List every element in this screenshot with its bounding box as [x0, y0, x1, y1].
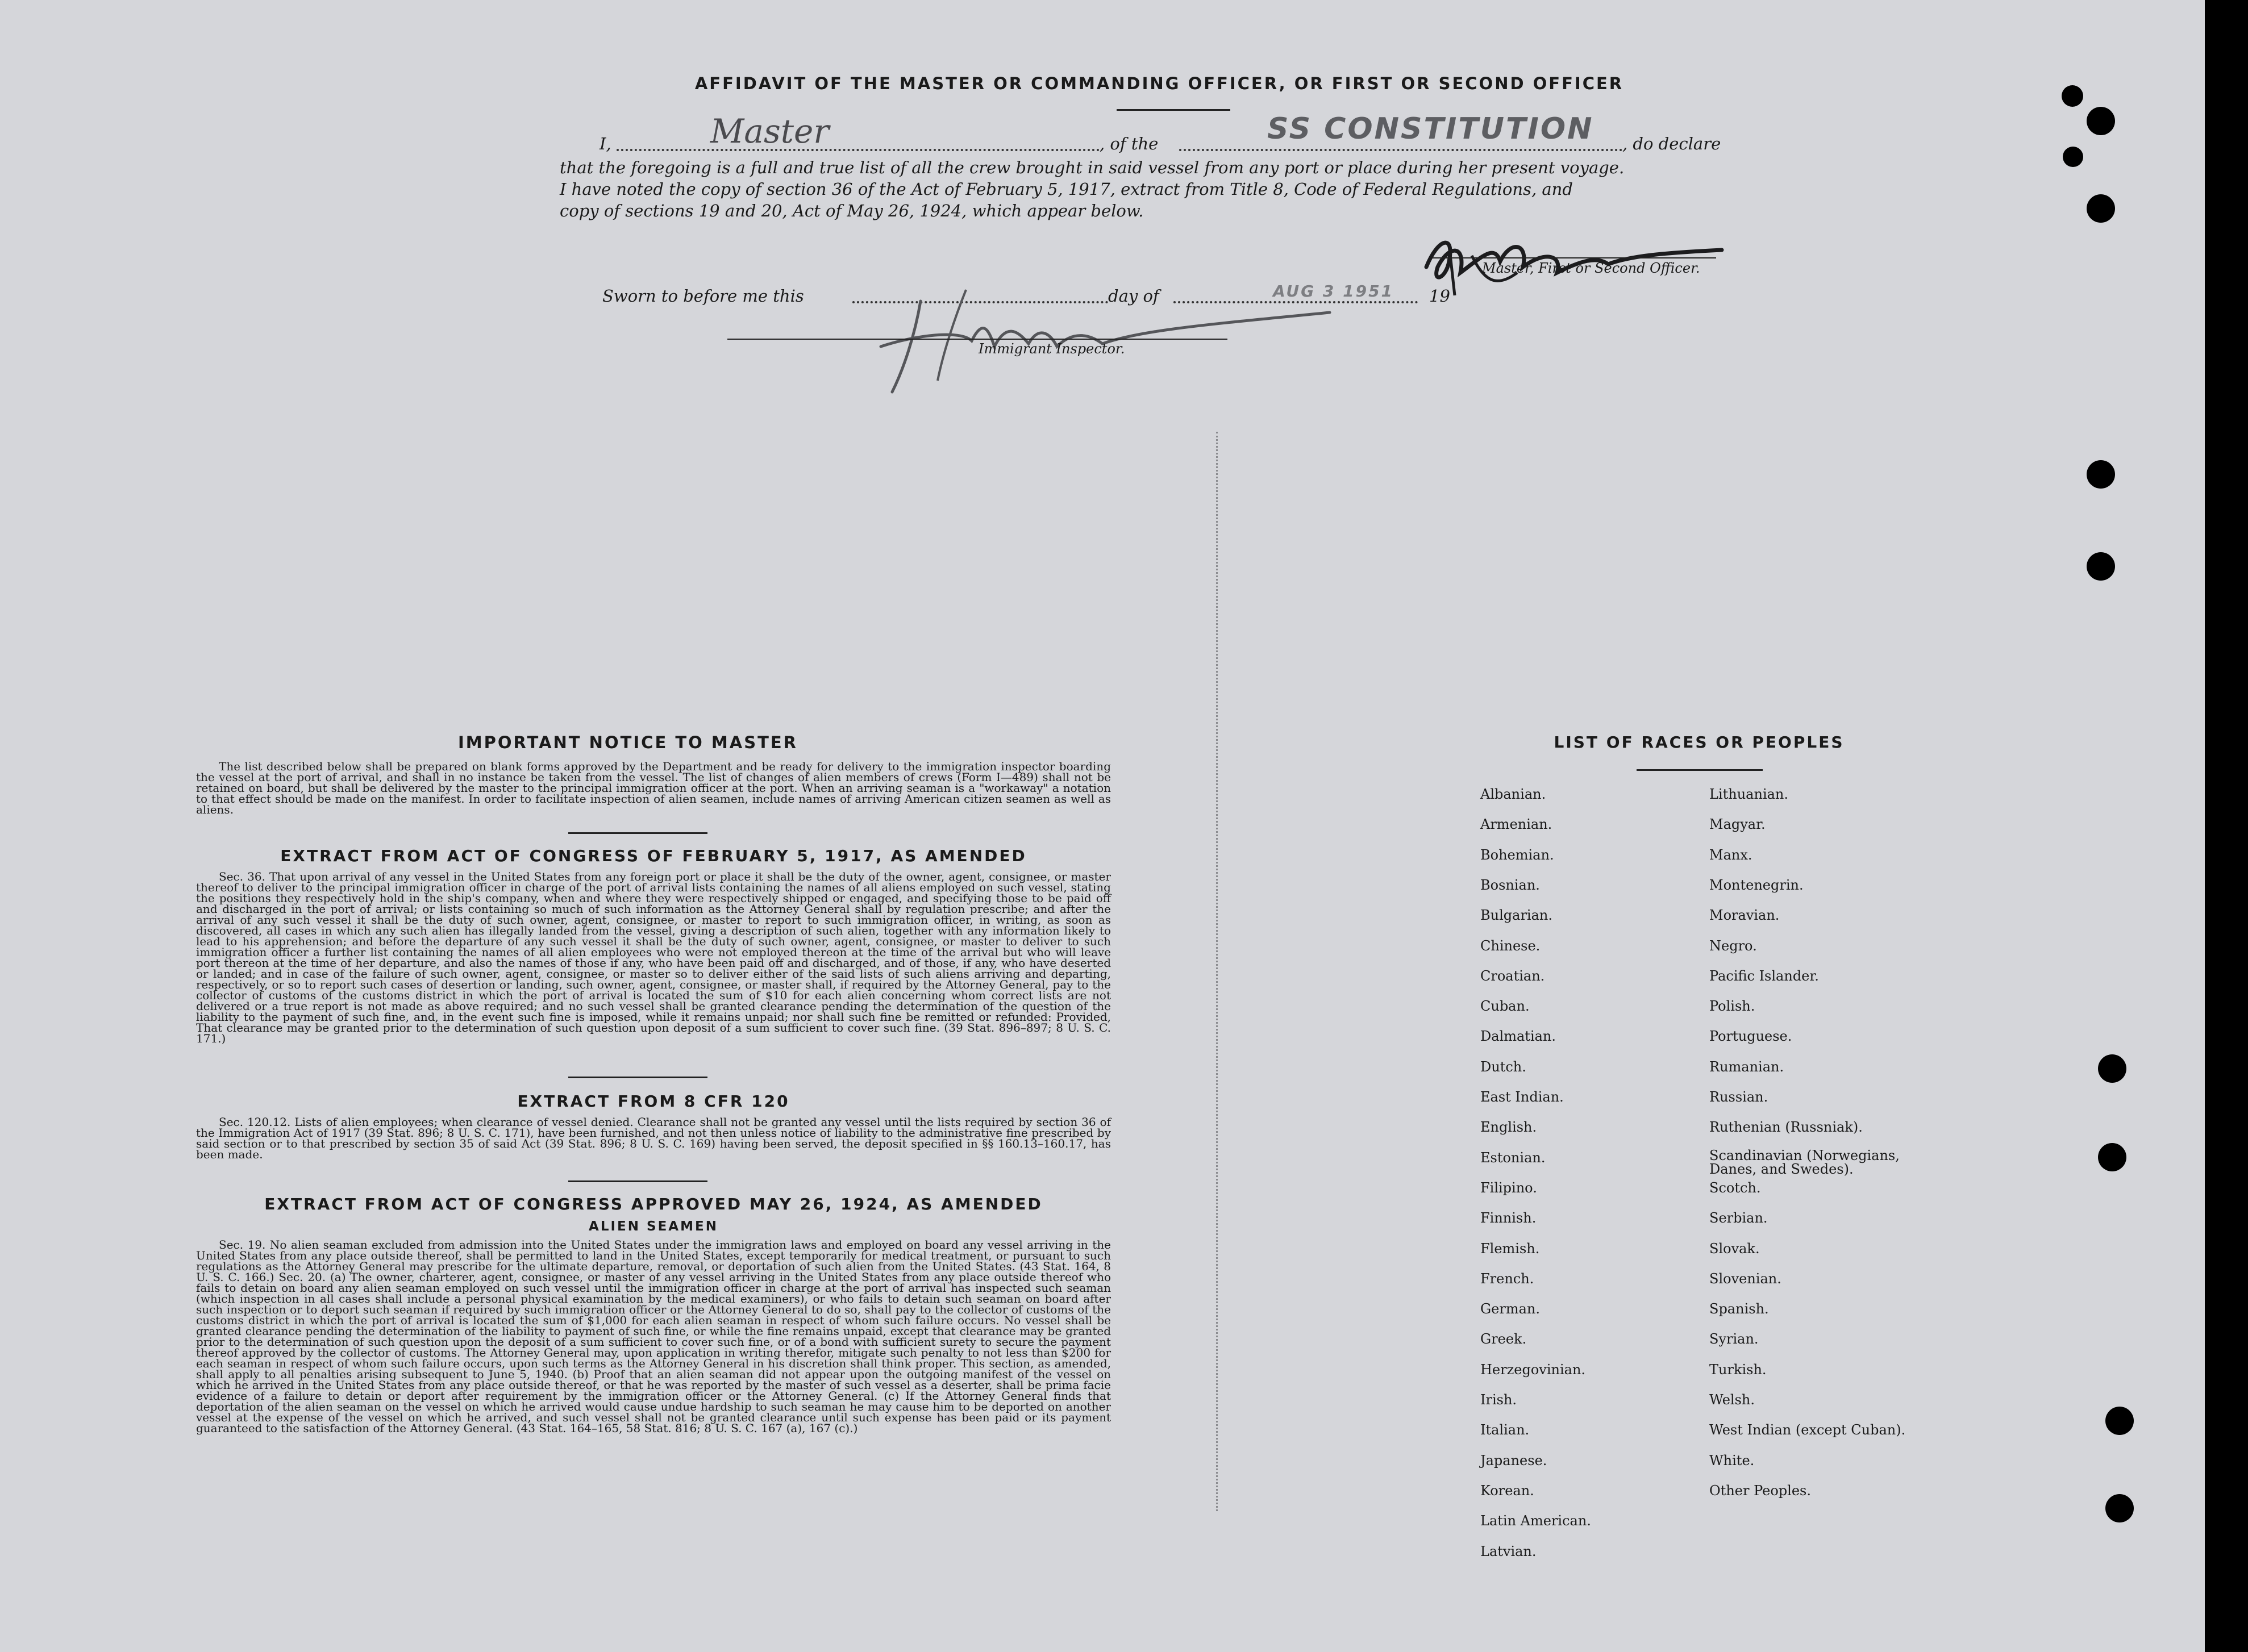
extract-cfr-title: EXTRACT FROM 8 CFR 120 — [517, 1092, 790, 1111]
race-item: Italian. — [1480, 1422, 1530, 1438]
race-item: Ruthenian (Russniak). — [1709, 1119, 1863, 1136]
inspector-title-label: Immigrant Inspector. — [979, 341, 1125, 357]
punch-hole — [2098, 1143, 2126, 1171]
race-item: Rumanian. — [1709, 1058, 1784, 1075]
name-dotted-line — [617, 149, 1100, 151]
date-stamp: AUG 3 1951 — [1273, 282, 1394, 301]
do-declare-label: , do declare — [1622, 134, 1721, 153]
extract-1917-divider — [568, 1077, 707, 1078]
notice-title: IMPORTANT NOTICE TO MASTER — [457, 733, 798, 752]
races-right-column — [1709, 786, 2028, 1570]
race-item: Spanish. — [1709, 1301, 1769, 1317]
race-item: Lithuanian. — [1709, 786, 1789, 802]
sworn-label: Sworn to before me this — [602, 286, 804, 306]
race-item: Scandinavian (Norwegians, Danes, and Swedes). — [1709, 1147, 1900, 1177]
center-dot-marks — [1216, 432, 1222, 1511]
race-item: Welsh. — [1709, 1392, 1755, 1408]
punch-hole — [2087, 194, 2115, 223]
punch-hole — [2098, 1054, 2126, 1083]
race-item: Turkish. — [1709, 1361, 1767, 1378]
affidavit-line-1 — [560, 112, 1753, 157]
inspector-signature — [847, 267, 1335, 403]
race-item: Syrian. — [1709, 1331, 1759, 1348]
punch-hole — [2105, 1494, 2134, 1522]
handwritten-master: Master — [710, 112, 830, 151]
race-item: Portuguese. — [1709, 1028, 1792, 1045]
race-item: Negro. — [1709, 937, 1757, 954]
officer-signature-rule — [1432, 257, 1716, 258]
race-item: Serbian. — [1709, 1210, 1768, 1227]
race-item: Russian. — [1709, 1089, 1768, 1105]
vessel-name-stamp: SS CONSTITUTION — [1267, 112, 1594, 146]
race-item: Moravian. — [1709, 907, 1780, 924]
race-item: English. — [1480, 1119, 1537, 1136]
vessel-dotted-line — [1179, 149, 1622, 151]
race-item: Korean. — [1480, 1482, 1534, 1499]
punch-hole — [2087, 460, 2115, 489]
extract-cfr-divider — [568, 1180, 707, 1182]
race-item: Bohemian. — [1480, 846, 1554, 863]
race-item: Bulgarian. — [1480, 907, 1552, 924]
affidavit-line-3: I have noted the copy of section 36 of the Act of February 5, 1917, extract from Title 8, Code of Federal Regulations, and — [560, 180, 1573, 199]
extract-1924-subtitle: ALIEN SEAMEN — [589, 1219, 718, 1234]
affidavit-title: AFFIDAVIT OF THE MASTER OR COMMANDING OFFICER, OR FIRST OR SECOND OFFICER — [694, 74, 1624, 93]
race-item: Dalmatian. — [1480, 1028, 1556, 1045]
inspector-signature-rule — [727, 339, 1227, 340]
race-item: Latvian. — [1480, 1543, 1537, 1559]
races-title-rule — [1637, 769, 1763, 771]
race-item: Slovenian. — [1709, 1270, 1781, 1287]
year-prefix: 19 — [1429, 286, 1450, 306]
extract-1924-title: EXTRACT FROM ACT OF CONGRESS APPROVED MAY 26, 1924, AS AMENDED — [264, 1195, 1043, 1213]
race-item: Croatian. — [1480, 967, 1545, 984]
affidavit-line-4: copy of sections 19 and 20, Act of May 26, 1924, which appear below. — [560, 201, 1144, 220]
race-item: Pacific Islander. — [1709, 967, 1819, 984]
race-item: Dutch. — [1480, 1058, 1526, 1075]
notice-divider — [568, 832, 707, 834]
race-item: Bosnian. — [1480, 877, 1540, 893]
of-the-label: , of the — [1100, 134, 1159, 153]
race-item: Irish. — [1480, 1392, 1517, 1408]
punch-hole — [2087, 552, 2115, 581]
race-item: Herzegovinian. — [1480, 1361, 1586, 1378]
race-item: Montenegrin. — [1709, 877, 1804, 893]
race-item: Armenian. — [1480, 816, 1552, 833]
race-item: Estonian. — [1480, 1149, 1546, 1166]
race-item: East Indian. — [1480, 1089, 1564, 1105]
race-item: Flemish. — [1480, 1240, 1540, 1257]
race-item: Filipino. — [1480, 1179, 1537, 1196]
punch-hole — [2062, 85, 2083, 107]
day-of-label: day of — [1108, 286, 1159, 306]
notice-body: The list described below shall be prepared on blank forms approved by the Department and be ready for delivery to the immigration inspector boarding the vessel at the port of arrival, and shall in no instance be taken from the vessel. The list of changes of alien members of crews (Form I—489) shall not be retained on board, but shall be delivered by the master to the principal immigration officer at the port. When an arriving seaman is a "workaway" a notation to that effect should be made on the manifest. In order to facilitate inspection of alien seamen, include names of arriving American citizen seamen as well as aliens. — [196, 760, 1111, 816]
race-item: West Indian (except Cuban). — [1709, 1422, 1906, 1438]
race-item: Chinese. — [1480, 937, 1541, 954]
punch-hole — [2063, 147, 2083, 167]
race-item: White. — [1709, 1452, 1755, 1469]
race-item: Scotch. — [1709, 1179, 1761, 1196]
punch-hole — [2087, 107, 2115, 135]
extract-1917-body: Sec. 36. That upon arrival of any vessel in the United States from any foreign port or place it shall be the duty of the owner, agent, consignee, or master thereof to deliver to the principal immigration officer in charge of the port of arrival lists containing the names of all aliens employed on such vessel, stating the positions they respectively hold in the ship's company, when and where they were respectively shipped or engaged, and specifying those to be paid off and discharged in the port of arrival; or lists containing so much of such information as the Attorney General shall by regulation prescribe; and after the arrival of any such vessel it shall be the duty of such owner, agent, consignee, or master to report to such immigration officer, in writing, as soon as discovered, all cases in which any such alien has illegally landed from the vessel, giving a description of such alien, together with any information likely to lead to his apprehension; and before the departure of any such vessel it shall be the duty of such owner, agent, consignee, or master to deliver to such immigration officer a further list containing the names of all alien employees who were not employed thereon at the time of the arrival but who will leave port thereon at the time of her departure, and also the names of those if any, who have been paid off and discharged, and of those, if any, who have deserted or landed; and in case of the failure of such owner, agent, consignee, or master so to deliver either of the said lists of such aliens arriving and departing, respectively, or so to report such cases of desertion or landing, such owner, agent, consignee, or master shall, if required by the Attorney General, pay to the collector of customs of the customs district in which the port of arrival is located the sum of $10 for each alien concerning whom correct lists are not delivered or a true report is not made as above required; and no such vessel shall be granted clearance pending the determination of the question of the liability to the payment of such fine, and, in the event such fine is imposed, while it remains unpaid; nor shall such fine be remitted or refunded: Provided, That clearance may be granted prior to the determination of such question upon deposit of a sum sufficient to cover such fine. (39 Stat. 896–897; 8 U. S. C. 171.) — [196, 870, 1111, 1045]
race-item: Albanian. — [1480, 786, 1546, 802]
race-item: Magyar. — [1709, 816, 1766, 833]
i-label: I, — [600, 134, 611, 153]
extract-cfr-body: Sec. 120.12. Lists of alien employees; when clearance of vessel denied. Clearance shall not be granted any vessel until the lists required by section 36 of the Immigration Act of 1917 (39 Stat. 896; 8 U. S. C. 171), have been furnished, and not then unless notice of liability to the administrative fine prescribed by said section or to that prescribed by section 35 of said Act (39 Stat. 896; 8 U. S. C. 169) having been served, the deposit specified in §§ 160.13–160.17, has been made. — [196, 1115, 1111, 1161]
races-title: LIST OF RACES OR PEOPLES — [1554, 733, 1845, 752]
punch-hole — [2105, 1407, 2134, 1435]
race-item: French. — [1480, 1270, 1534, 1287]
affidavit-title-rule — [1117, 109, 1230, 111]
race-item: Slovak. — [1709, 1240, 1760, 1257]
race-item: Cuban. — [1480, 998, 1530, 1015]
race-item: Greek. — [1480, 1331, 1527, 1348]
races-left-column — [1480, 786, 1696, 1570]
extract-1917-title: EXTRACT FROM ACT OF CONGRESS OF FEBRUARY 5, 1917, AS AMENDED — [280, 846, 1027, 865]
race-item: Japanese. — [1480, 1452, 1547, 1469]
race-item: Other Peoples. — [1709, 1482, 1811, 1499]
affidavit-line-2: that the foregoing is a full and true list of all the crew brought in said vessel from any port or place during her present voyage. — [560, 158, 1625, 177]
race-item: Manx. — [1709, 846, 1752, 863]
race-item: Finnish. — [1480, 1210, 1537, 1227]
race-item: Latin American. — [1480, 1513, 1591, 1529]
race-item: Polish. — [1709, 998, 1755, 1015]
extract-1924-body: Sec. 19. No alien seaman excluded from admission into the United States under the immigration laws and employed on board any vessel arriving in the United States from any place outside thereof, shall be permitted to land in the United States, except temporarily for medical treatment, or pursuant to such regulations as the Attorney General may prescribe for the ultimate departure, removal, or deportation of such alien from the United States. (43 Stat. 164, 8 U. S. C. 166.) Sec. 20. (a) The owner, charterer, agent, consignee, or master of any vessel arriving in the United States from any place outside thereof who fails to detain on board any alien seaman employed on such vessel until the immigration officer in charge at the port of arrival has inspected such seaman (which inspection in all cases shall include a personal physical examination by the medical examiners), or who fails to detain such seaman on board after such inspection or to deport such seaman if required by such immigration officer or the Attorney General to do so, shall pay to the collector of customs of the customs district in which the port of arrival is located the sum of $1,000 for each alien seaman in respect of whom such failure occurs. No vessel shall be granted clearance pending the determination of the liability to payment of such fine, or while the fine remains unpaid, except that clearance may be granted prior to the determination of such question upon the deposit of a sum sufficient to cover such fine, or of a bond with sufficient surety to secure the payment thereof approved by the collector of customs. The Attorney General may, upon application in writing therefor, mitigate such penalty to not less than $200 for each seaman in respect of whom such failure occurs, upon such terms as the Attorney General in his discretion shall think proper. This section, as amended, shall apply to all penalties arising subsequent to June 5, 1940. (b) Proof that an alien seaman did not appear upon the outgoing manifest of the vessel on which he arrived in the United States from any place outside thereof, or that he was reported by the master of such vessel as a deserter, shall be prima facie evidence of a failure to detain or deport after requirement by the immigration officer or the Attorney General. (c) If the Attorney General finds that deportation of the alien seaman on the vessel on which he arrived would cause undue hardship to such seaman he may cause him to be deported on another vessel at the expense of the vessel on which he arrived, and such vessel shall not be granted clearance until such expense has been paid or its payment guaranteed to the satisfaction of the Attorney General. (43 Stat. 164–165, 58 Stat. 816; 8 U. S. C. 167 (a), 167 (c).) — [196, 1238, 1111, 1435]
officer-title-label: Master, First or Second Officer. — [1482, 260, 1700, 276]
race-item: German. — [1480, 1301, 1540, 1317]
